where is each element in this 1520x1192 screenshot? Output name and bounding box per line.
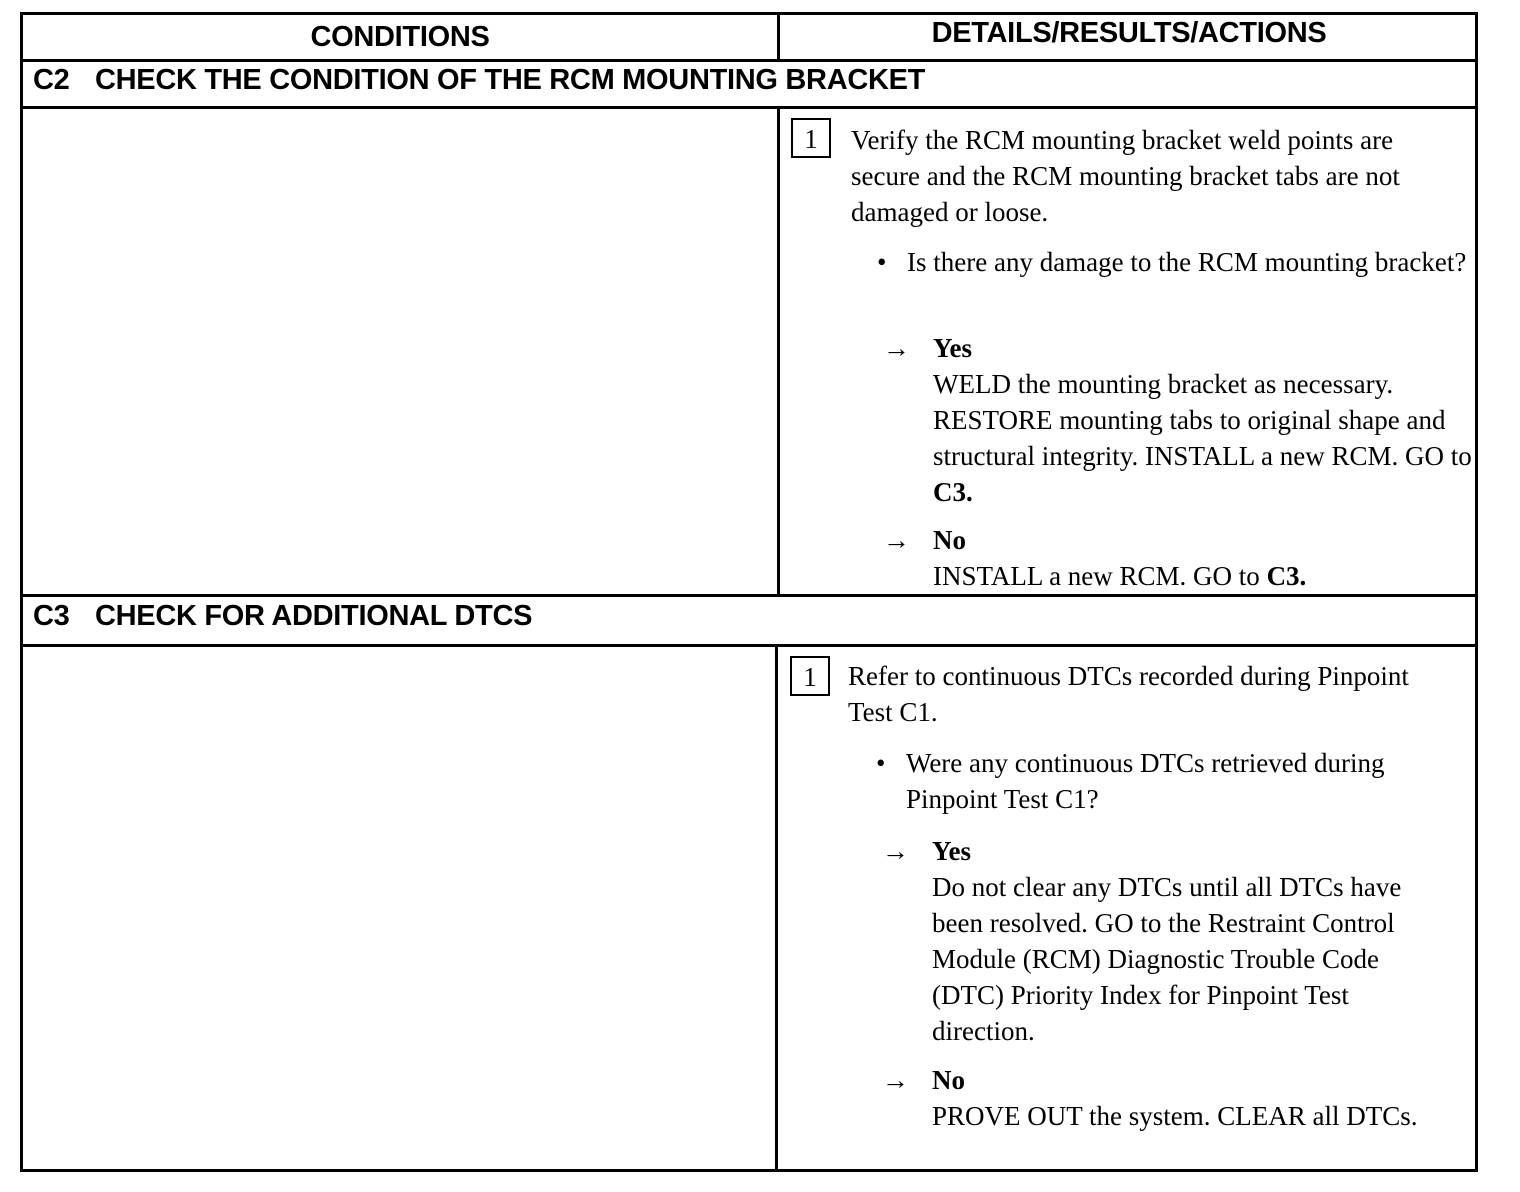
c2-no-action: INSTALL a new RCM. GO to — [933, 561, 1260, 591]
arrow-icon: → — [882, 1065, 909, 1095]
c2-step — [791, 118, 1472, 591]
c2-yes-action: WELD the mounting bracket as necessary. RESTORE mounting tabs to original shape and structural integrity. INSTALL a new RCM. GO to — [933, 369, 1472, 471]
c2-title-divider — [23, 106, 1475, 109]
c3-no-text: PROVE OUT the system. CLEAR all DTCs. — [932, 1101, 1418, 1131]
c3-step — [790, 656, 1470, 1166]
c3-step-text: Refer to continuous DTCs recorded during Pinpoint Test C1. — [848, 661, 1409, 727]
c3-top-divider — [23, 594, 1475, 597]
conditions-header: CONDITIONS — [310, 21, 490, 53]
c2-yes-label: Yes — [933, 333, 972, 363]
c2-question-text: Is there any damage to the RCM mounting bracket? — [907, 247, 1467, 277]
c2-step-text: Verify the RCM mounting bracket weld points are secure and the RCM mounting bracket tabs are not damaged or loose. — [851, 125, 1400, 227]
c3-question-text: Were any continuous DTCs retrieved during Pinpoint Test C1? — [906, 748, 1385, 814]
c3-yes-label: Yes — [932, 836, 971, 866]
c2-no-text — [933, 558, 1473, 594]
c2-code: C2 — [33, 64, 70, 96]
arrow-icon: → — [883, 333, 910, 363]
diagnostic-table — [20, 12, 1478, 1172]
c2-step-number-box: 1 — [791, 118, 831, 158]
c2-yes-text — [933, 366, 1473, 510]
c3-no-label: No — [932, 1065, 965, 1095]
bullet-icon: • — [876, 748, 886, 778]
c3-column-divider — [775, 644, 778, 1172]
c2-yes-goto-link[interactable]: C3. — [933, 477, 973, 507]
c3-section-title — [33, 600, 532, 633]
c2-section-title — [33, 64, 925, 97]
c3-title-divider — [23, 644, 1475, 647]
c3-title: CHECK FOR ADDITIONAL DTCS — [95, 600, 533, 632]
c3-yes-text: Do not clear any DTCs until all DTCs have been resolved. GO to the Restraint Control Module (RCM) Diagnostic Trouble Code (DTC) Priority Index for Pinpoint Test direction. — [932, 872, 1402, 1046]
c2-no-label: No — [933, 525, 966, 555]
c3-code: C3 — [33, 600, 70, 632]
c2-no-goto-link[interactable]: C3. — [1266, 561, 1307, 591]
c3-step-number-box: 1 — [790, 656, 830, 696]
c2-title: CHECK THE CONDITION OF THE RCM MOUNTING BRACKET — [95, 64, 926, 96]
c2-column-divider — [777, 106, 780, 594]
arrow-icon: → — [882, 836, 909, 866]
header-divider — [23, 59, 1475, 62]
bullet-icon: • — [877, 247, 887, 277]
details-header: DETAILS/RESULTS/ACTIONS — [931, 17, 1327, 49]
arrow-icon: → — [883, 525, 910, 555]
